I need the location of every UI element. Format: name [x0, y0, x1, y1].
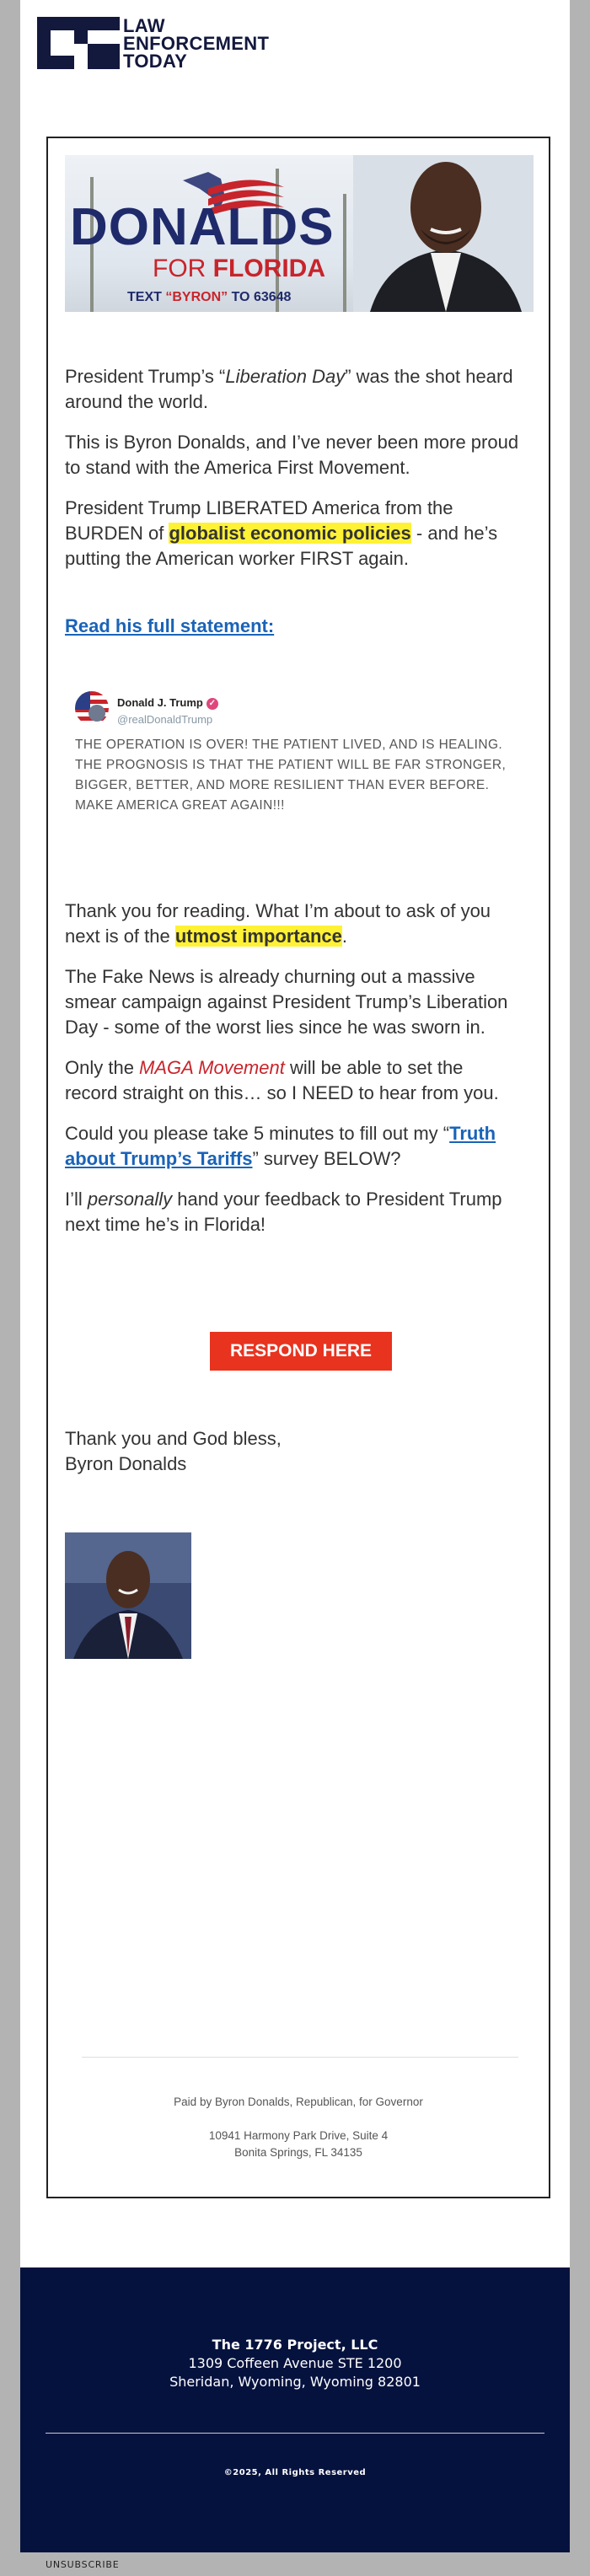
paragraph-4: [65, 899, 520, 949]
truth-about-tariffs-link[interactable]: Truth about Trump’s Tariffs: [65, 1123, 496, 1169]
headshot-image: [65, 1532, 191, 1659]
tweet-handle: @realDonaldTrump: [117, 713, 213, 726]
p8-italic: personally: [87, 1189, 173, 1210]
footer-org-name: The 1776 Project, LLC: [212, 2337, 378, 2353]
p2-text: This is Byron Donalds, and I’ve never been more proud to stand with the America First Movement.: [65, 432, 519, 478]
p5-text: The Fake News is already churning out a massive smear campaign against President Trump’s Liberation Day - some of the worst lies since he was sworn in.: [65, 966, 508, 1038]
logo-text: [123, 14, 270, 72]
footer: [20, 2267, 570, 2552]
paragraph-3: [65, 496, 520, 572]
respond-here-button[interactable]: RESPOND HERE: [210, 1332, 392, 1371]
signoff-line-1: Thank you and God bless,: [65, 1428, 282, 1449]
p6-text-a: Only the: [65, 1057, 140, 1078]
banner-subtitle-state: FLORIDA: [212, 255, 325, 282]
p8-text-b: hand your feedback to President Trump next time he’s in Florida!: [65, 1189, 502, 1235]
p7-text-b: ” survey BELOW?: [252, 1148, 401, 1169]
p1-text-b: ” was the shot heard around the world.: [65, 366, 513, 412]
paragraph-5: [65, 964, 520, 1040]
flag-avatar-icon: [75, 691, 109, 725]
footer-rule: [46, 2433, 544, 2434]
unsubscribe-link[interactable]: UNSUBSCRIBE: [46, 2559, 120, 2570]
logo-line-3: TODAY: [123, 50, 188, 72]
read-statement-block: [65, 614, 520, 639]
p3-text-b: - and he’s putting the American worker FIRST again.: [65, 523, 498, 569]
p3-text-a: President Trump LIBERATED America from the BURDEN of: [65, 497, 453, 544]
signoff-line-2: Byron Donalds: [65, 1453, 187, 1474]
read-full-statement-link[interactable]: Read his full statement:: [65, 615, 275, 636]
banner-text-prefix: TEXT: [127, 290, 166, 304]
disclaimer-address-2: Bonita Springs, FL 34135: [234, 2146, 362, 2159]
footer-divider: [82, 2057, 518, 2058]
paragraph-2: [65, 430, 520, 480]
byron-donalds-portrait: [353, 155, 534, 312]
logo-line-1: LAW: [123, 14, 165, 36]
banner-subtitle-prefix: FOR: [153, 255, 213, 282]
p6-text-b: will be able to set the record straight on this… so I NEED to hear from you.: [65, 1057, 499, 1103]
paragraph-6: [65, 1055, 520, 1106]
p7-text-a: Could you please take 5 minutes to fill out my “: [65, 1123, 450, 1144]
maga-movement-text: MAGA Movement: [139, 1057, 285, 1078]
tweet-author-name: [117, 696, 218, 710]
p4-text-a: Thank you for reading. What I’m about to ask of you next is of the: [65, 900, 491, 947]
tweet-avatar: [75, 691, 109, 725]
disclaimer-address-1: 10941 Harmony Park Drive, Suite 4: [208, 2129, 389, 2142]
banner-text-keyword: “BYRON”: [165, 290, 228, 304]
logo-mark-icon: [37, 17, 120, 69]
tweet-text: THE OPERATION IS OVER! THE PATIENT LIVED, AND IS HEALING. THE PROGNOSIS IS THAT THE PATIENT WILL BE FAR STRONGER, BIGGER, BETTER, AND MORE RESILIENT THAN EVER BEFORE. MAKE AMERICA GREAT AGAIN!!!: [75, 738, 507, 813]
banner-text-cta: [127, 290, 291, 305]
paragraph-8: [65, 1187, 520, 1237]
footer-address-1: 1309 Coffeen Avenue STE 1200: [188, 2355, 402, 2371]
footer-copyright: ©2025, All Rights Reserved: [223, 2468, 367, 2477]
message-card: [46, 137, 550, 2198]
verified-badge-icon: ✓: [206, 698, 218, 710]
p4-text-b: .: [341, 926, 348, 947]
banner-subtitle: [153, 255, 325, 283]
p8-text-a: I’ll: [65, 1189, 88, 1210]
paragraph-1: [65, 364, 520, 415]
signoff: [65, 1426, 520, 1477]
paid-by-disclaimer: Paid by Byron Donalds, Republican, for Governor: [174, 2096, 423, 2108]
footer-address-2: Sheridan, Wyoming, Wyoming 82801: [169, 2374, 421, 2390]
campaign-banner[interactable]: [65, 155, 534, 312]
banner-text-suffix: TO 63648: [228, 290, 292, 304]
logo-line-2: ENFORCEMENT: [123, 32, 270, 54]
law-enforcement-today-logo[interactable]: [37, 14, 270, 72]
tweet-name-text: Donald J. Trump: [117, 696, 203, 709]
p1-italic: Liberation Day: [225, 366, 346, 387]
banner-title: DONALDS: [70, 198, 335, 256]
paragraph-7: [65, 1121, 520, 1172]
byron-donalds-headshot: [65, 1532, 191, 1659]
p3-highlight: globalist economic policies: [169, 523, 411, 544]
p4-highlight: utmost importance: [174, 926, 342, 947]
p1-text-a: President Trump’s “: [65, 366, 226, 387]
